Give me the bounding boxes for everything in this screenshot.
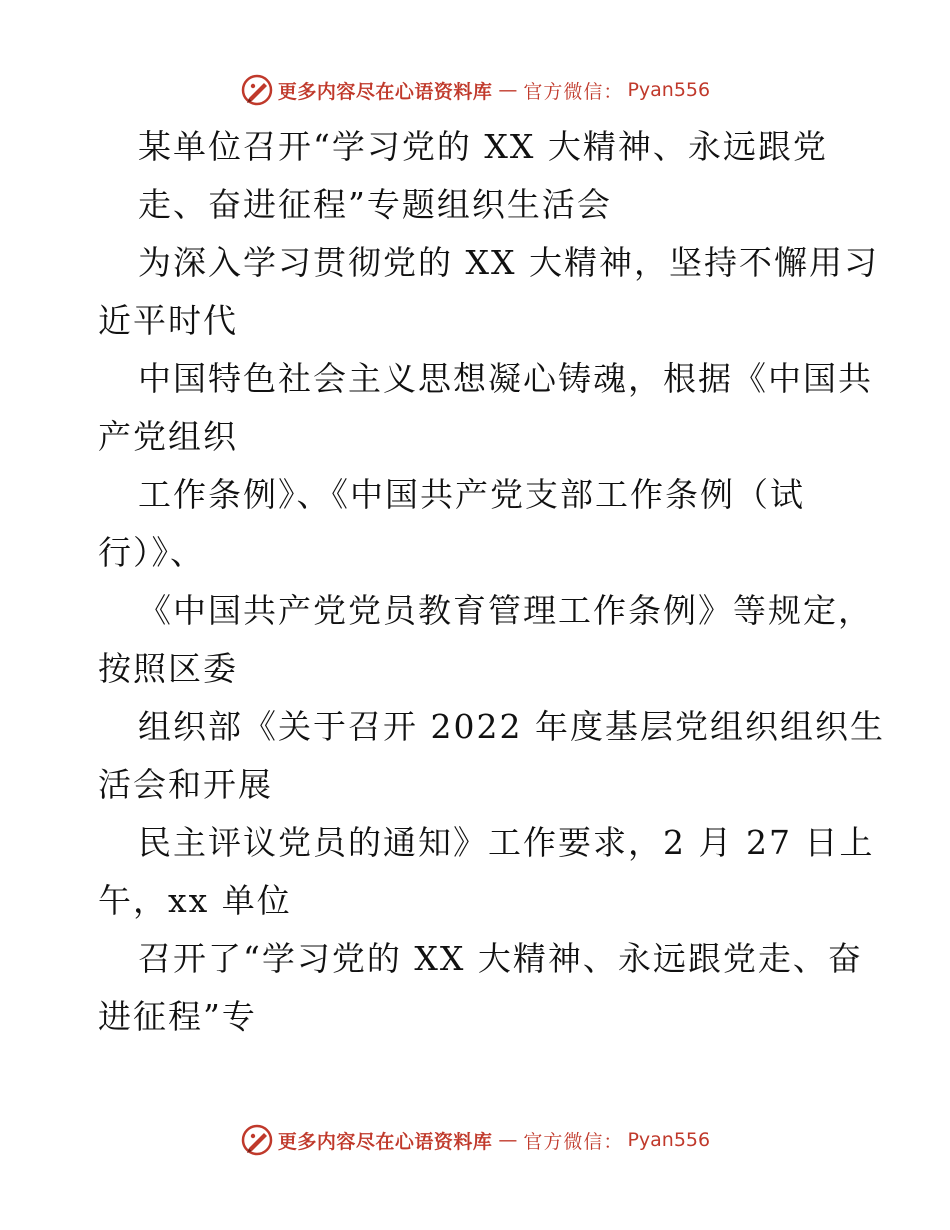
header-wechat-id: Pyan556	[627, 79, 711, 101]
body-line: 某单位召开“学习党的 XX 大精神、永远跟党	[138, 127, 828, 166]
body-line: 午，xx 单位	[98, 881, 292, 920]
pen-logo-icon	[240, 1123, 274, 1157]
body-line: 近平时代	[98, 301, 238, 340]
footer-dash: —	[498, 1129, 518, 1151]
footer-wechat-id: Pyan556	[627, 1129, 711, 1151]
body-line: 进征程”专	[98, 997, 257, 1036]
body-line: 按照区委	[98, 649, 238, 688]
body-line: 工作条例》、《中国共产党支部工作条例（试	[138, 475, 805, 514]
body-line: 召开了“学习党的 XX 大精神、永远跟党走、奋	[138, 939, 863, 978]
body-line: 活会和开展	[98, 765, 273, 804]
page-header	[0, 70, 950, 110]
footer-wechat-label: 官方微信：	[523, 1130, 624, 1153]
body-line: 为深入学习贯彻党的 XX 大精神，坚持不懈用习	[138, 243, 879, 282]
body-line: 走、奋进征程”专题组织生活会	[138, 185, 612, 224]
pen-logo-icon	[240, 73, 274, 107]
document-body	[98, 118, 885, 1046]
page-footer	[0, 1120, 950, 1160]
body-line: 组织部《关于召开 2022 年度基层党组织组织生	[138, 707, 885, 746]
body-line: 中国特色社会主义思想凝心铸魂，根据《中国共	[138, 359, 873, 398]
body-line: 《中国共产党党员教育管理工作条例》等规定，	[138, 591, 873, 630]
header-dash: —	[498, 79, 518, 101]
header-wechat-label: 官方微信：	[523, 80, 624, 103]
header-brand-text: 更多内容尽在心语资料库	[277, 80, 493, 103]
body-line: 行）》、	[98, 533, 205, 572]
header-brand	[240, 73, 710, 107]
body-line: 民主评议党员的通知》工作要求，2 月 27 日上	[138, 823, 875, 862]
footer-brand	[240, 1123, 710, 1157]
body-line: 产党组织	[98, 417, 238, 456]
footer-brand-text: 更多内容尽在心语资料库	[277, 1130, 493, 1153]
